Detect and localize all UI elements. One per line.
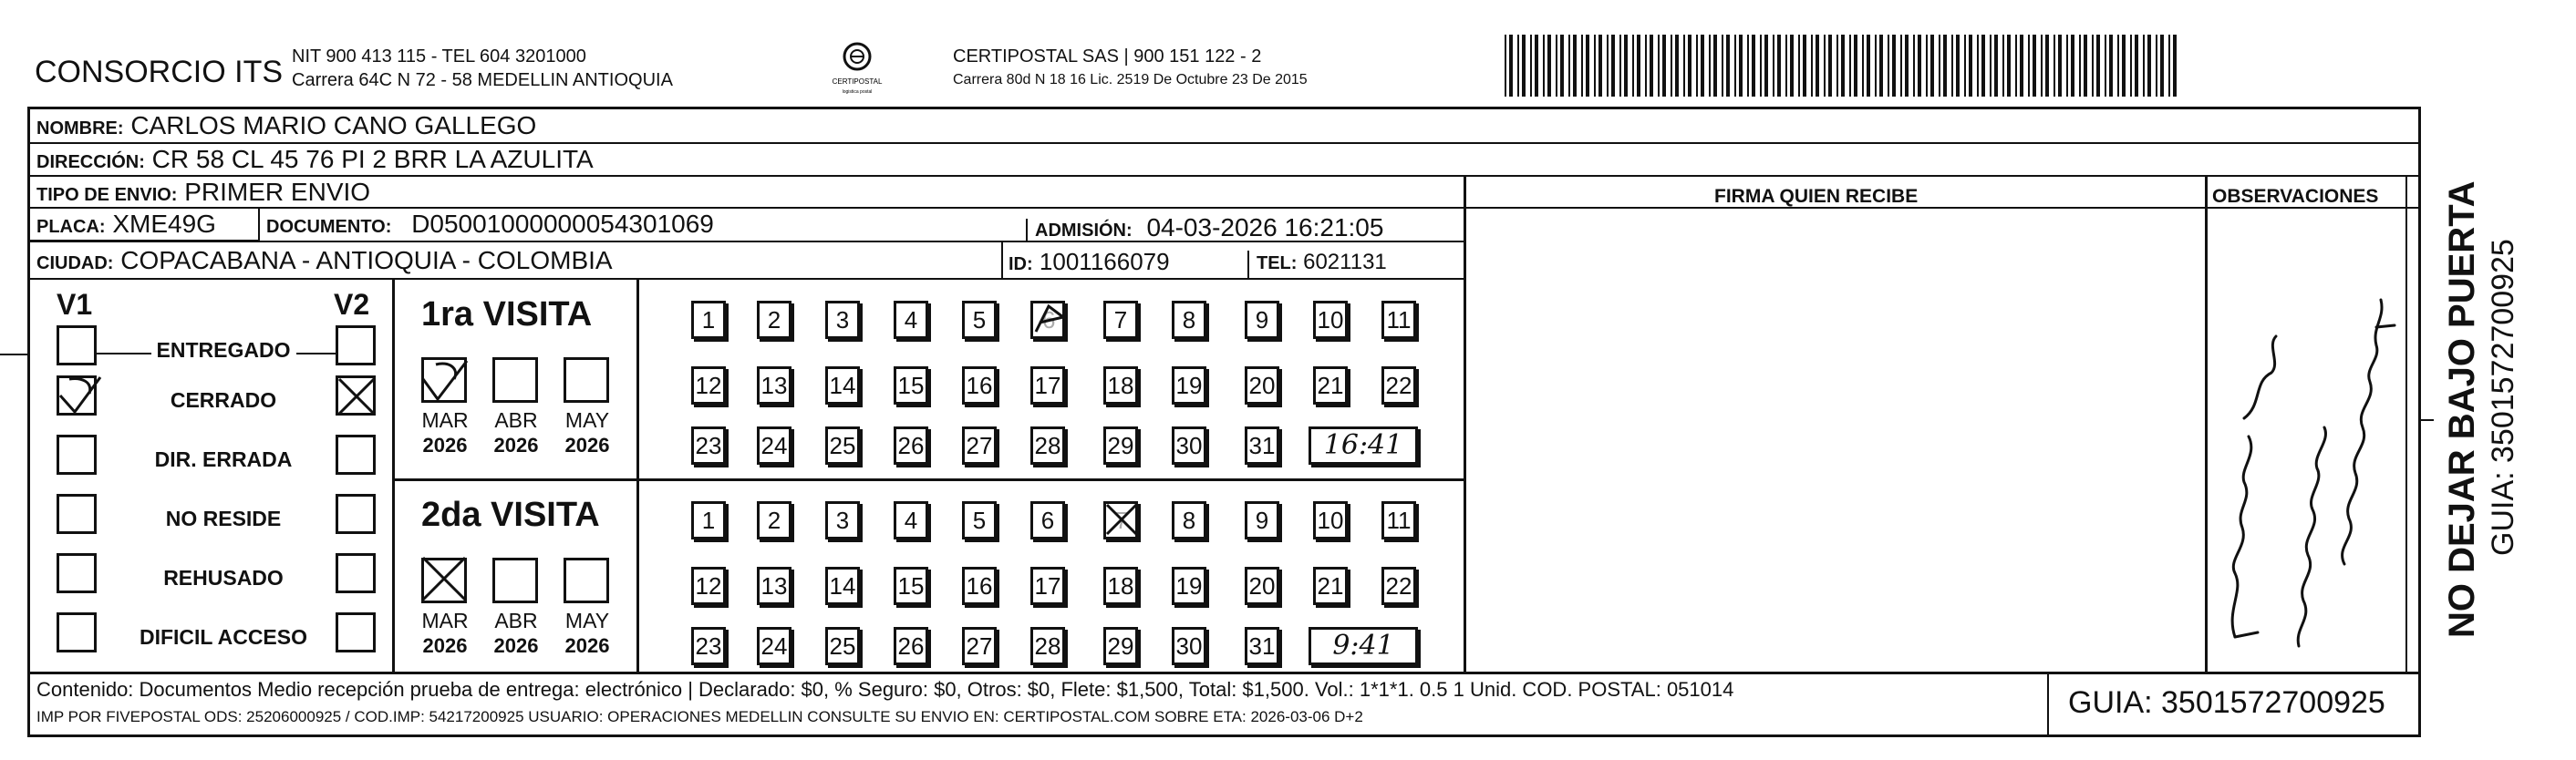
visit-time[interactable]: 9:41 bbox=[1309, 627, 1418, 665]
barcode-bar bbox=[1785, 35, 1787, 97]
barcode-bar bbox=[2143, 35, 2145, 97]
day-box[interactable]: 26 bbox=[894, 426, 928, 465]
barcode-bar bbox=[2007, 35, 2011, 97]
barcode-bar bbox=[2020, 35, 2023, 97]
barcode-bar bbox=[2160, 35, 2164, 97]
recipient-name-row bbox=[36, 113, 536, 139]
day-box[interactable]: 4 bbox=[894, 301, 928, 339]
footer-imp: IMP POR FIVEPOSTAL ODS: 25206000925 / COD.IMP: 54217200925 USUARIO: OPERACIONES MEDELLIN CONSULTE SU ENVIO EN: CERTIPOSTAL.COM SOBRE ETA: 2026-03-06 D+2 bbox=[36, 708, 1363, 725]
day-box[interactable]: 29 bbox=[1103, 426, 1138, 465]
day-box[interactable]: 27 bbox=[962, 426, 997, 465]
v2-label: V2 bbox=[334, 288, 370, 321]
day-box[interactable]: 10 bbox=[1313, 301, 1348, 339]
day-box[interactable]: 6 bbox=[1030, 501, 1065, 539]
v1-checkmark bbox=[53, 368, 108, 423]
day-box[interactable]: 3 bbox=[825, 501, 860, 539]
day-box[interactable]: 23 bbox=[691, 627, 726, 665]
barcode-bar bbox=[2058, 35, 2062, 97]
barcode-bar bbox=[1836, 35, 1838, 97]
barcode-bar bbox=[1722, 35, 1723, 97]
barcode-bar bbox=[1547, 35, 1551, 97]
barcode-bar bbox=[1918, 35, 1921, 97]
day-box[interactable]: 25 bbox=[825, 426, 860, 465]
recipient-name: CARLOS MARIO CANO GALLEGO bbox=[130, 111, 537, 139]
barcode-bar bbox=[2092, 35, 2094, 97]
barcode-bar bbox=[1777, 35, 1781, 97]
signature-header: FIRMA QUIEN RECIBE bbox=[1714, 186, 1919, 207]
barcode-bar bbox=[1696, 35, 1698, 97]
day-box[interactable]: 9 bbox=[1245, 301, 1279, 339]
day-box[interactable]: 30 bbox=[1172, 627, 1206, 665]
day-box[interactable]: 31 bbox=[1245, 426, 1279, 465]
barcode-bar bbox=[2002, 35, 2004, 97]
day-box[interactable]: 22 bbox=[1381, 366, 1416, 405]
barcode-bar bbox=[2041, 35, 2043, 97]
day-box[interactable]: 12 bbox=[691, 567, 726, 605]
month-checkmark bbox=[418, 352, 472, 406]
signature-area[interactable] bbox=[1466, 209, 2205, 672]
day-box[interactable]: 18 bbox=[1103, 366, 1138, 405]
v2-checkmark bbox=[334, 374, 379, 419]
barcode-bar bbox=[2033, 35, 2036, 97]
barcode-bar bbox=[1747, 35, 1749, 97]
observation-text: Puerta rayo bbox=[2208, 209, 2213, 210]
barcode-bar bbox=[1701, 35, 1704, 97]
document-label: DOCUMENTO: bbox=[266, 217, 392, 237]
day-number: 7 bbox=[1115, 507, 1129, 534]
barcode-bar bbox=[1598, 35, 1602, 97]
barcode-bar bbox=[1675, 35, 1679, 97]
company-nit: NIT 900 413 115 - TEL 604 3201000 bbox=[292, 46, 586, 67]
barcode-bar bbox=[1535, 35, 1538, 97]
month-year: 2026 bbox=[493, 634, 539, 657]
barcode-bar bbox=[2122, 35, 2126, 97]
day-box[interactable]: 19 bbox=[1172, 567, 1206, 605]
barcode-bar bbox=[1969, 35, 1972, 97]
barcode-bar bbox=[1581, 35, 1583, 97]
barcode-bar bbox=[1760, 35, 1762, 97]
shipment-label: TIPO DE ENVIO: bbox=[36, 185, 178, 205]
month-label: MAR bbox=[421, 609, 469, 632]
barcode-bar bbox=[1811, 35, 1813, 97]
barcode-bar bbox=[2117, 35, 2119, 97]
barcode-bar bbox=[1522, 35, 1526, 97]
barcode-bar bbox=[1867, 35, 1870, 97]
month-checkbox[interactable] bbox=[492, 558, 538, 603]
admission-row bbox=[1035, 215, 1383, 241]
barcode-bar bbox=[1619, 35, 1621, 97]
barcode-bar bbox=[2147, 35, 2151, 97]
month-year: 2026 bbox=[422, 434, 468, 457]
day-box[interactable]: 16 bbox=[962, 366, 997, 405]
barcode-bar bbox=[1688, 35, 1691, 97]
barcode-bar bbox=[1990, 35, 1991, 97]
barcode-bar bbox=[1637, 35, 1640, 97]
day-box[interactable]: 14 bbox=[825, 366, 860, 405]
tel-value: 6021131 bbox=[1303, 250, 1387, 274]
day-box[interactable]: 18 bbox=[1103, 567, 1138, 605]
observations-handwriting bbox=[2208, 209, 2405, 672]
barcode-bar bbox=[1824, 35, 1826, 97]
day-box[interactable]: 12 bbox=[691, 366, 726, 405]
barcode-bar bbox=[2079, 35, 2081, 97]
day-box[interactable]: 7 bbox=[1103, 301, 1138, 339]
day-box[interactable]: 15 bbox=[894, 567, 928, 605]
barcode-bar bbox=[1875, 35, 1877, 97]
barcode-bar bbox=[1994, 35, 1998, 97]
barcode-bar bbox=[1905, 35, 1909, 97]
barcode-bar bbox=[2015, 35, 2017, 97]
plate-value: XME49G bbox=[112, 210, 216, 238]
barcode-bar bbox=[1543, 35, 1545, 97]
plate-row bbox=[36, 211, 216, 237]
visit-title: 2da VISITA bbox=[421, 496, 600, 534]
month-label: ABR bbox=[494, 408, 538, 432]
id-label: ID: bbox=[1009, 254, 1033, 274]
day-box[interactable]: 17 bbox=[1030, 366, 1065, 405]
svg-text:CERTIPOSTAL: CERTIPOSTAL bbox=[832, 77, 883, 86]
barcode-bar bbox=[1607, 35, 1609, 97]
day-box[interactable]: 20 bbox=[1245, 366, 1279, 405]
barcode-bar bbox=[2135, 35, 2138, 97]
day-box[interactable]: 27 bbox=[962, 627, 997, 665]
company-address: Carrera 64C N 72 - 58 MEDELLIN ANTIOQUIA bbox=[292, 70, 673, 90]
barcode-bar bbox=[1658, 35, 1660, 97]
day-box[interactable] bbox=[1103, 501, 1138, 539]
month-checkbox[interactable] bbox=[564, 357, 609, 403]
recipient-address-row bbox=[36, 147, 594, 172]
admission-value: 04-03-2026 16:21:05 bbox=[1146, 213, 1384, 241]
barcode-bar bbox=[1816, 35, 1819, 97]
day-box[interactable]: 22 bbox=[1381, 567, 1416, 605]
month-year: 2026 bbox=[564, 434, 610, 457]
barcode-bar bbox=[1913, 35, 1915, 97]
day-box[interactable]: 5 bbox=[962, 501, 997, 539]
month-checkmark bbox=[418, 552, 472, 607]
day-box[interactable]: 2 bbox=[757, 501, 791, 539]
company-name: CONSORCIO ITS bbox=[35, 55, 284, 89]
barcode-bar bbox=[1509, 35, 1513, 97]
barcode-bar bbox=[1645, 35, 1647, 97]
barcode-bar bbox=[1862, 35, 1864, 97]
day-number: 6 bbox=[1042, 306, 1056, 334]
barcode-bar bbox=[1939, 35, 1940, 97]
barcode-bar bbox=[1900, 35, 1902, 97]
shipment-type: PRIMER ENVIO bbox=[184, 178, 371, 206]
barcode-bar bbox=[1790, 35, 1794, 97]
id-value: 1001166079 bbox=[1039, 248, 1170, 275]
address-label: DIRECCIÓN: bbox=[36, 152, 145, 172]
status-option-label: DIR. ERRADA bbox=[154, 447, 293, 471]
barcode-bar bbox=[1951, 35, 1953, 97]
day-box[interactable]: 5 bbox=[962, 301, 997, 339]
month-year: 2026 bbox=[493, 434, 539, 457]
status-option-label: NO RESIDE bbox=[165, 507, 282, 530]
barcode-bar bbox=[2096, 35, 2100, 97]
barcode-bar bbox=[2109, 35, 2113, 97]
barcode-bar bbox=[1530, 35, 1532, 97]
barcode-bar bbox=[1594, 35, 1596, 97]
day-box[interactable]: 31 bbox=[1245, 627, 1279, 665]
day-box[interactable]: 1 bbox=[691, 301, 726, 339]
month-label: MAY bbox=[564, 408, 610, 432]
day-box[interactable]: 20 bbox=[1245, 567, 1279, 605]
barcode-bar bbox=[1586, 35, 1589, 97]
barcode-bar bbox=[2084, 35, 2087, 97]
status-option-label: DIFICIL ACCESO bbox=[139, 625, 307, 649]
barcode-bar bbox=[1650, 35, 1653, 97]
name-label: NOMBRE: bbox=[36, 118, 124, 139]
footer-guia: GUIA: 3501572700925 bbox=[2068, 685, 2385, 720]
month-label: MAY bbox=[564, 609, 610, 632]
barcode-bar bbox=[1930, 35, 1934, 97]
day-box[interactable]: 24 bbox=[757, 627, 791, 665]
barcode-bar bbox=[2156, 35, 2157, 97]
day-box[interactable]: 9 bbox=[1245, 501, 1279, 539]
day-box[interactable]: 13 bbox=[757, 567, 791, 605]
tel-row bbox=[1257, 252, 1387, 273]
barcode-bar bbox=[1560, 35, 1564, 97]
barcode-bar bbox=[2130, 35, 2132, 97]
barcode-bar bbox=[1752, 35, 1755, 97]
courier-nit: CERTIPOSTAL SAS | 900 151 122 - 2 bbox=[953, 46, 1262, 67]
document-value: D05001000000054301069 bbox=[411, 210, 714, 238]
day-box[interactable]: 17 bbox=[1030, 567, 1065, 605]
barcode-bar bbox=[1709, 35, 1711, 97]
courier-address: Carrera 80d N 18 16 Lic. 2519 De Octubre 23 De 2015 bbox=[953, 72, 1308, 87]
barcode-bar bbox=[1798, 35, 1800, 97]
barcode-bar bbox=[1505, 35, 1506, 97]
barcode-bar bbox=[1964, 35, 1966, 97]
barcode-bar bbox=[1849, 35, 1851, 97]
observations-header: OBSERVACIONES bbox=[2212, 186, 2379, 207]
barcode-bar bbox=[1734, 35, 1736, 97]
barcode-bar bbox=[1892, 35, 1896, 97]
day-box[interactable]: 1 bbox=[691, 501, 726, 539]
barcode-bar bbox=[1573, 35, 1577, 97]
recipient-address: CR 58 CL 45 76 PI 2 BRR LA AZULITA bbox=[151, 145, 594, 173]
day-box[interactable] bbox=[1030, 301, 1065, 339]
month-label: MAR bbox=[421, 408, 469, 432]
day-box[interactable]: 11 bbox=[1381, 301, 1416, 339]
plate-label: PLACA: bbox=[36, 217, 106, 237]
connector bbox=[97, 353, 151, 354]
visit-time[interactable]: 16:41 bbox=[1309, 426, 1418, 465]
barcode-bar bbox=[1671, 35, 1672, 97]
day-box[interactable]: 21 bbox=[1313, 366, 1348, 405]
barcode-bar bbox=[1556, 35, 1557, 97]
day-box[interactable]: 4 bbox=[894, 501, 928, 539]
barcode-bar bbox=[1662, 35, 1666, 97]
barcode-bar bbox=[1956, 35, 1960, 97]
month-checkbox[interactable] bbox=[564, 558, 609, 603]
barcode-bar bbox=[1943, 35, 1947, 97]
svg-text:logistica postal: logistica postal bbox=[842, 89, 873, 95]
barcode-bar bbox=[2105, 35, 2106, 97]
barcode-bar bbox=[1611, 35, 1615, 97]
day-box[interactable]: 28 bbox=[1030, 426, 1065, 465]
day-box[interactable]: 28 bbox=[1030, 627, 1065, 665]
status-option-label: CERRADO bbox=[170, 388, 277, 412]
barcode-bar bbox=[1624, 35, 1628, 97]
tel-label: TEL: bbox=[1257, 253, 1298, 273]
day-box[interactable]: 11 bbox=[1381, 501, 1416, 539]
day-box[interactable]: 24 bbox=[757, 426, 791, 465]
barcode-bar bbox=[1981, 35, 1985, 97]
day-box[interactable]: 21 bbox=[1313, 567, 1348, 605]
day-box[interactable]: 15 bbox=[894, 366, 928, 405]
barcode-bar bbox=[1879, 35, 1883, 97]
day-box[interactable]: 29 bbox=[1103, 627, 1138, 665]
footer-contents: Contenido: Documentos Medio recepción prueba de entrega: electrónico | Declarado: $0, % Seguro: $0, Otros: $0, Flete: $1,500, Total: $1,500. Vol.: 1*1*1. 0.5 1 Unid. COD. POSTAL: 051014 bbox=[36, 678, 1734, 701]
barcode-bar bbox=[1854, 35, 1857, 97]
day-box[interactable]: 23 bbox=[691, 426, 726, 465]
visit-title: 1ra VISITA bbox=[421, 295, 593, 334]
status-option-label: ENTREGADO bbox=[156, 338, 291, 362]
month-year: 2026 bbox=[422, 634, 468, 657]
day-box[interactable]: 25 bbox=[825, 627, 860, 665]
barcode-bar bbox=[2071, 35, 2074, 97]
day-box[interactable]: 8 bbox=[1172, 301, 1206, 339]
city-row bbox=[36, 248, 613, 273]
v1-label: V1 bbox=[57, 288, 93, 321]
day-box[interactable]: 3 bbox=[825, 301, 860, 339]
document-row bbox=[266, 211, 714, 237]
barcode-bar bbox=[2054, 35, 2055, 97]
barcode-bar bbox=[1713, 35, 1717, 97]
day-box[interactable]: 16 bbox=[962, 567, 997, 605]
barcode-bar bbox=[1888, 35, 1889, 97]
barcode-bar bbox=[2066, 35, 2068, 97]
month-label: ABR bbox=[494, 609, 538, 632]
status-option-label: REHUSADO bbox=[163, 566, 284, 590]
barcode-bar bbox=[1683, 35, 1685, 97]
barcode-bar bbox=[1977, 35, 1979, 97]
side-warning: NO DEJAR BAJO PUERTA bbox=[2442, 180, 2482, 638]
connector bbox=[296, 353, 336, 354]
city-value: COPACABANA - ANTIOQUIA - COLOMBIA bbox=[120, 246, 613, 274]
day-box[interactable]: 26 bbox=[894, 627, 928, 665]
month-year: 2026 bbox=[564, 634, 610, 657]
barcode-bar bbox=[2168, 35, 2170, 97]
shipment-type-row bbox=[36, 180, 370, 205]
observations-area[interactable] bbox=[2208, 209, 2405, 672]
admission-label: ADMISIÓN: bbox=[1035, 221, 1133, 241]
barcode-bar bbox=[1926, 35, 1928, 97]
certipostal-logo bbox=[832, 36, 883, 102]
id-row bbox=[1009, 250, 1170, 273]
day-box[interactable]: 10 bbox=[1313, 501, 1348, 539]
barcode-bar bbox=[1517, 35, 1519, 97]
barcode-bar bbox=[2173, 35, 2177, 97]
month-checkbox[interactable] bbox=[492, 357, 538, 403]
barcode-bar bbox=[2045, 35, 2049, 97]
barcode-bar bbox=[1568, 35, 1570, 97]
barcode-bar bbox=[1828, 35, 1832, 97]
day-box[interactable]: 8 bbox=[1172, 501, 1206, 539]
barcode-bar bbox=[1841, 35, 1845, 97]
barcode-bar bbox=[1739, 35, 1743, 97]
day-box[interactable]: 2 bbox=[757, 301, 791, 339]
day-box[interactable]: 14 bbox=[825, 567, 860, 605]
day-box[interactable]: 30 bbox=[1172, 426, 1206, 465]
city-label: CIUDAD: bbox=[36, 253, 114, 273]
barcode-bar bbox=[1632, 35, 1634, 97]
day-box[interactable]: 19 bbox=[1172, 366, 1206, 405]
day-box[interactable]: 13 bbox=[757, 366, 791, 405]
barcode-bar bbox=[1764, 35, 1768, 97]
side-guia: GUIA: 3501572700925 bbox=[2486, 239, 2520, 556]
barcode-bar bbox=[2028, 35, 2030, 97]
barcode bbox=[1505, 35, 2179, 97]
barcode-bar bbox=[1803, 35, 1806, 97]
barcode-bar bbox=[1773, 35, 1774, 97]
barcode-bar bbox=[1726, 35, 1730, 97]
